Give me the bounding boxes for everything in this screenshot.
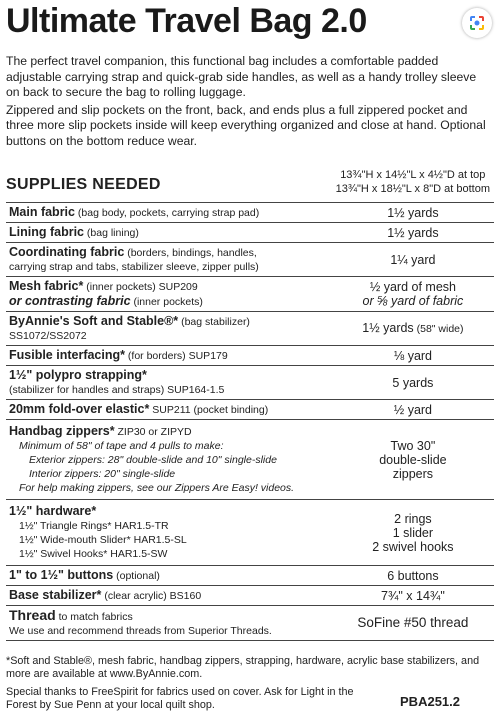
dimension-top: 13¾"H x 14½"L x 4½"D at top: [340, 169, 486, 181]
intro-text: [6, 54, 490, 151]
table-row: 1½" polypro strapping* (stabilizer for handles and straps) SUP164-1.5 5 yards: [6, 366, 494, 400]
table-row: Base stabilizer* (clear acrylic) BS160 7¾" x 14¾": [6, 586, 494, 606]
table-row: 1" to 1½" buttons (optional) 6 buttons: [6, 566, 494, 586]
thanks-note: Special thanks to FreeSpirit for fabrics used on cover. Ask for Light in the Forest by Sue Penn at your local quilt shop.: [6, 686, 354, 711]
intro-paragraph: The perfect travel companion, this functional bag includes a comfortable padded adjustable carrying strap and quick-grab side handles, as well as a handy trolley sleeve on back to secure the bag to rolling luggage.: [6, 54, 477, 99]
footnote: *Soft and Stable®, mesh fabric, handbag zippers, strapping, hardware, acrylic base stabilizers, and more are available at www.ByAnnie.com.: [6, 655, 480, 680]
lens-icon: [468, 14, 486, 32]
table-row: Fusible interfacing* (for borders) SUP179 ⅛ yard: [6, 346, 494, 366]
pattern-code: PBA251.2: [400, 694, 460, 709]
table-row: Mesh fabric* (inner pockets) SUP209 or contrasting fabric (inner pockets) ½ yard of mesh or ⅝ yard of fabric: [6, 277, 494, 312]
supplies-heading: SUPPLIES NEEDED: [6, 176, 161, 193]
dimension-bottom: 13¾"H x 18½"L x 8"D at bottom: [335, 183, 490, 195]
table-row: Lining fabric (bag lining) 1½ yards: [6, 223, 494, 243]
table-row: Thread to match fabrics We use and recommend threads from Superior Threads. SoFine #50 thread: [6, 606, 494, 641]
supplies-table: [6, 202, 494, 641]
lens-search-button[interactable]: [462, 8, 492, 38]
table-row: 20mm fold-over elastic* SUP211 (pocket binding) ½ yard: [6, 400, 494, 420]
table-row: Main fabric (bag body, pockets, carrying strap pad) 1½ yards: [6, 203, 494, 223]
table-row: Handbag zippers* ZIP30 or ZIPYD Minimum of 58" of tape and 4 pulls to make: Exterior zippers: 28" double-slide and 10" single-slide Interior zippers: 20" single-slide For help making zippers, see our Zippers Are Easy! videos. Two 30" double-slide zippers: [6, 420, 494, 500]
dimensions: [336, 168, 490, 196]
table-row: Coordinating fabric (borders, bindings, handles, carrying strap and tabs, stabilizer sleeve, zipper pulls) 1¼ yard: [6, 243, 494, 277]
page-title: Ultimate Travel Bag 2.0: [6, 2, 367, 40]
intro-paragraph: Zippered and slip pockets on the front, back, and ends plus a full zippered pocket and three more slip pockets inside will keep everything organized and close at hand. Optional buttons on the bottom reduce wear.: [6, 102, 486, 148]
table-row: 1½" hardware* 1½" Triangle Rings* HAR1.5-TR 1½" Wide-mouth Slider* HAR1.5-SL 1½" Swivel Hooks* HAR1.5-SW 2 rings 1 slider 2 swivel hooks: [6, 500, 494, 566]
table-row: ByAnnie's Soft and Stable®* (bag stabilizer) SS1072/SS2072 1½ yards (58" wide): [6, 312, 494, 346]
